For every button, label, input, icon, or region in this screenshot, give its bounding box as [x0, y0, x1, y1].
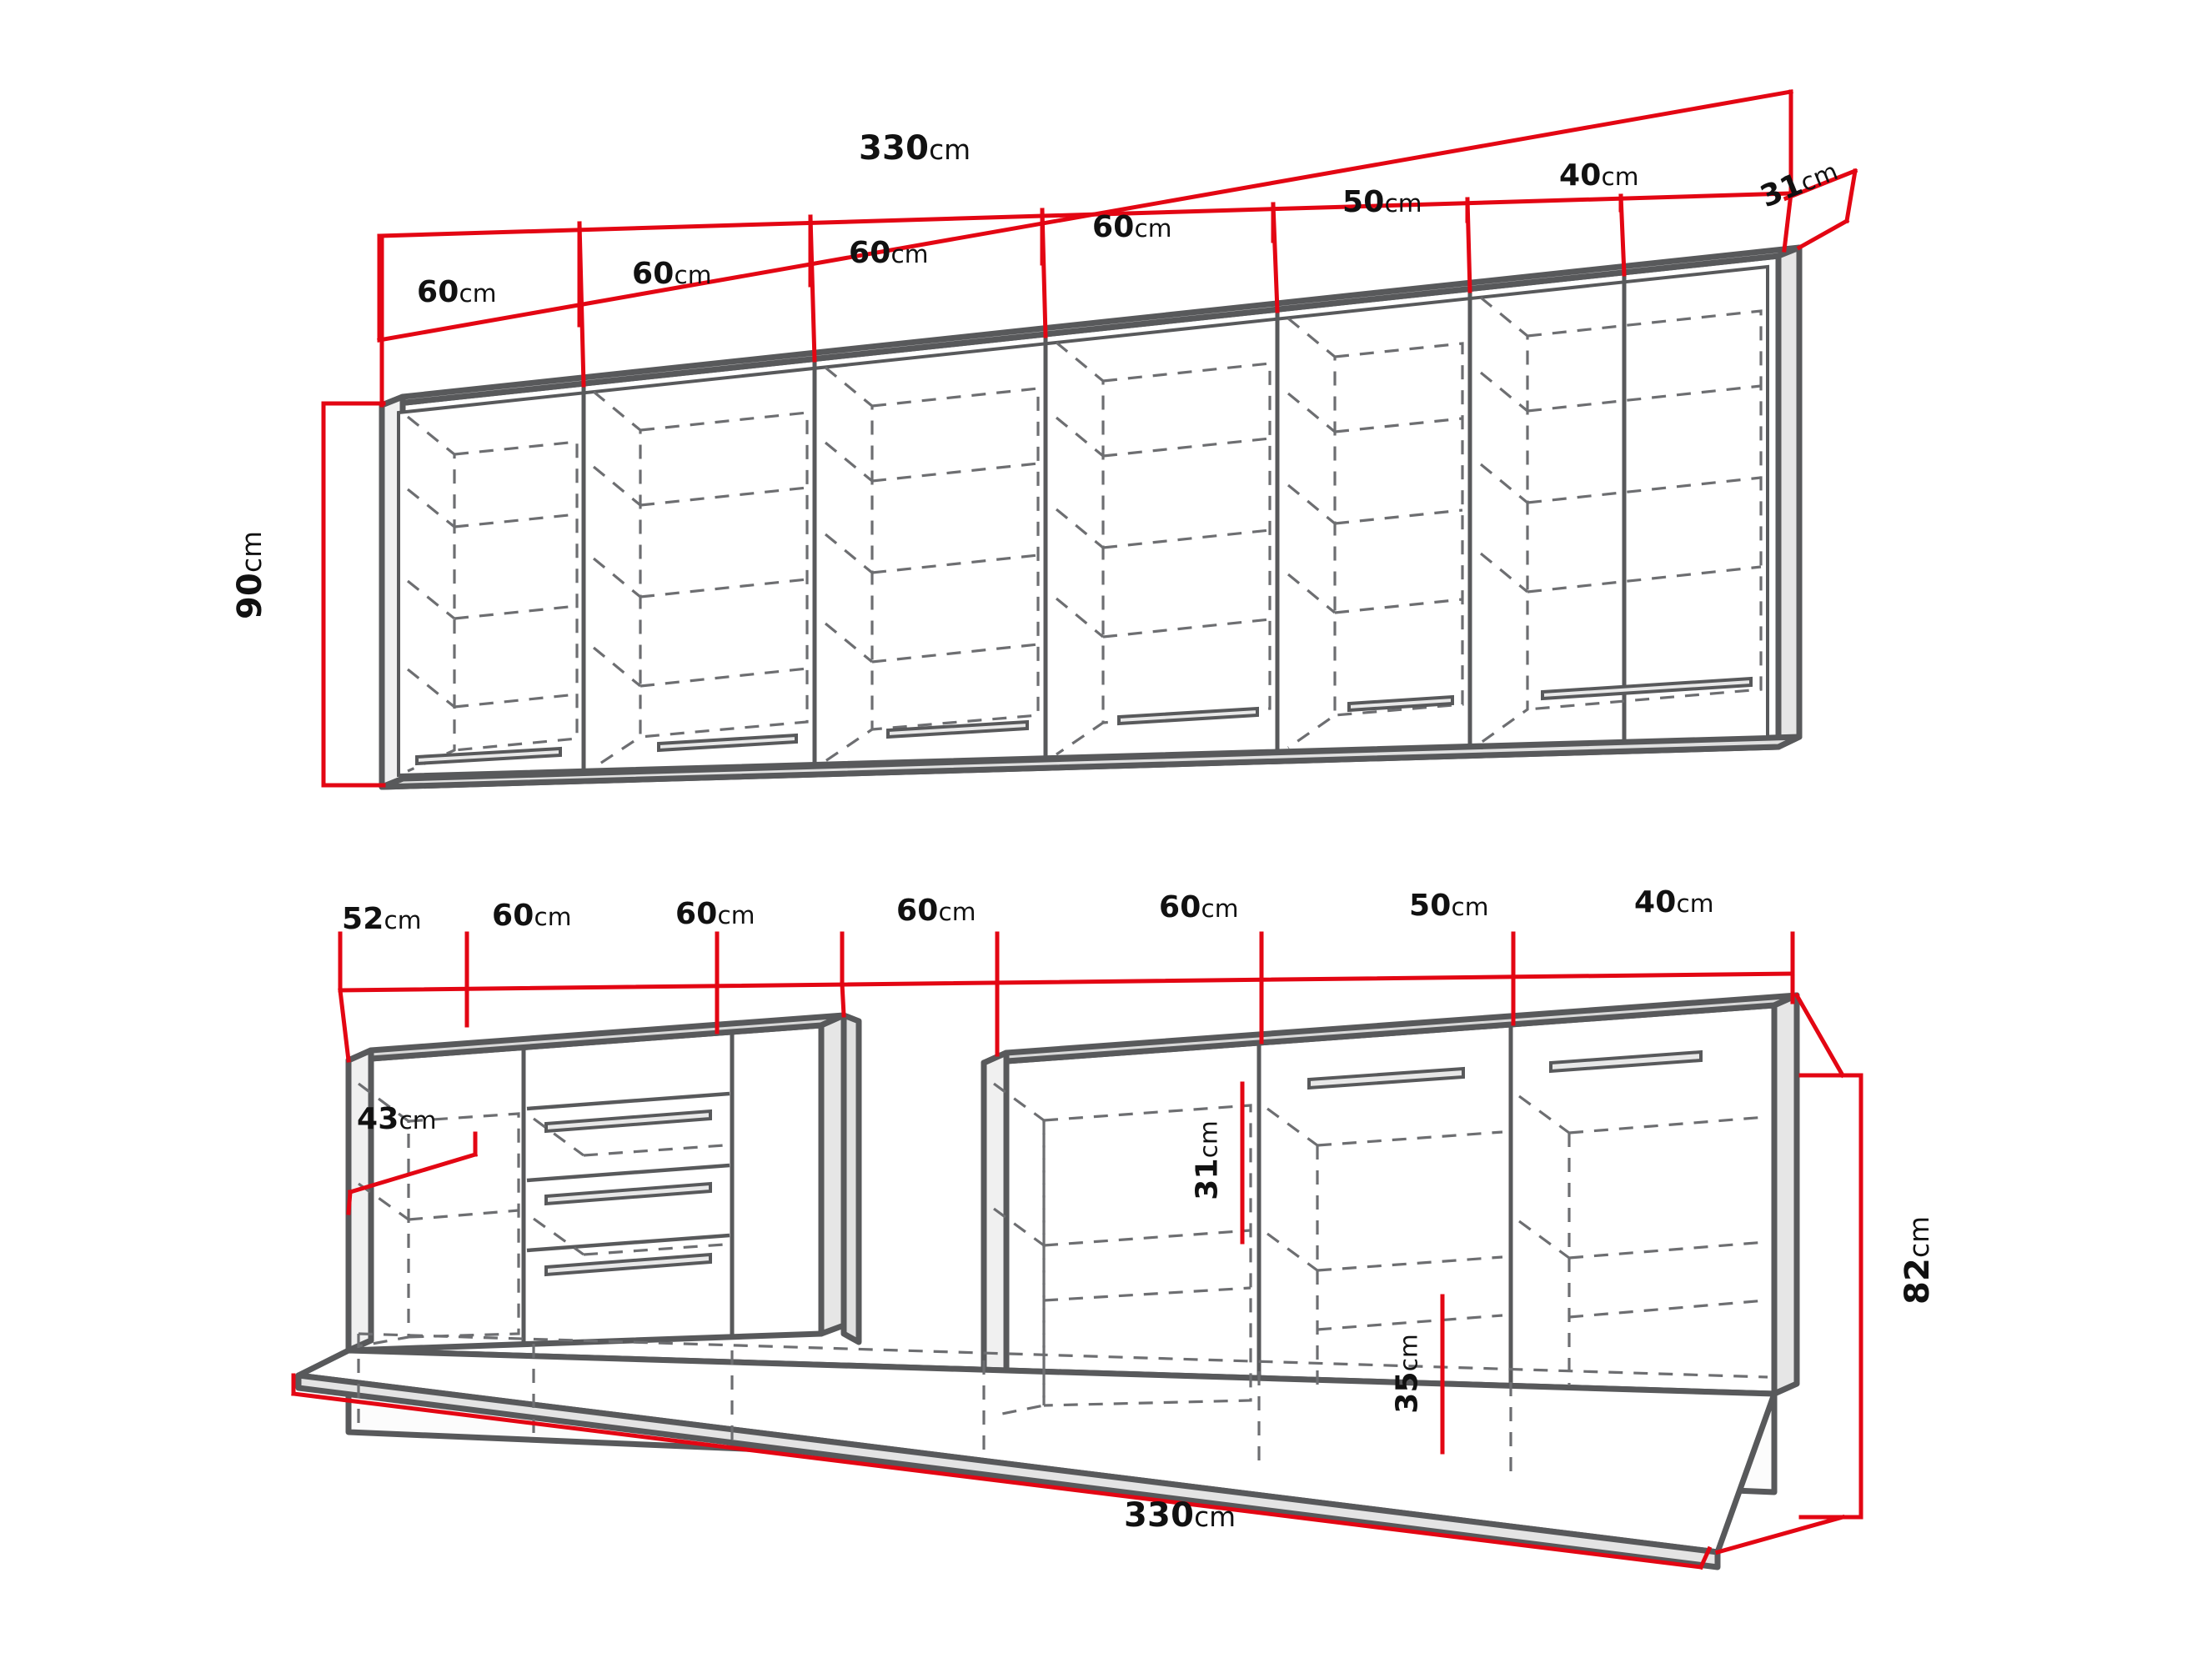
lower-upper-shelf-height-label: 31cm	[1190, 1120, 1225, 1200]
upper-module-5-label: 50cm	[1342, 185, 1422, 219]
lower-module-3-label: 60cm	[896, 894, 976, 928]
upper-height-label: 90cm	[231, 530, 269, 620]
lower-depth-label: 52cm	[342, 902, 422, 936]
lower-module-4-label: 60cm	[1159, 890, 1239, 924]
lower-lower-shelf-height-label: 35cm	[1390, 1334, 1425, 1414]
lower-module-6-label: 40cm	[1634, 885, 1714, 919]
lower-module-1-label: 60cm	[492, 899, 572, 933]
lower-inner-depth-label: 43cm	[357, 1102, 437, 1136]
upper-module-1-label: 60cm	[417, 275, 497, 309]
lower-height-label: 82cm	[1899, 1215, 1937, 1305]
upper-module-6-label: 40cm	[1559, 158, 1639, 193]
upper-module-2-label: 60cm	[632, 257, 712, 291]
upper-unit-drawing	[324, 92, 1855, 787]
upper-module-3-label: 60cm	[849, 236, 929, 270]
upper-module-4-label: 60cm	[1092, 210, 1172, 244]
lower-total-width-label: 330cm	[1124, 1496, 1236, 1535]
upper-depth-label: 31cm	[1755, 157, 1842, 215]
lower-unit-drawing	[293, 934, 1861, 1567]
unit-suffix: cm	[929, 134, 971, 166]
upper-total-width-label	[859, 129, 971, 168]
upper-total-width-value: 330	[859, 129, 930, 168]
lower-module-5-label: 50cm	[1409, 889, 1489, 923]
lower-module-2-label: 60cm	[675, 897, 755, 931]
